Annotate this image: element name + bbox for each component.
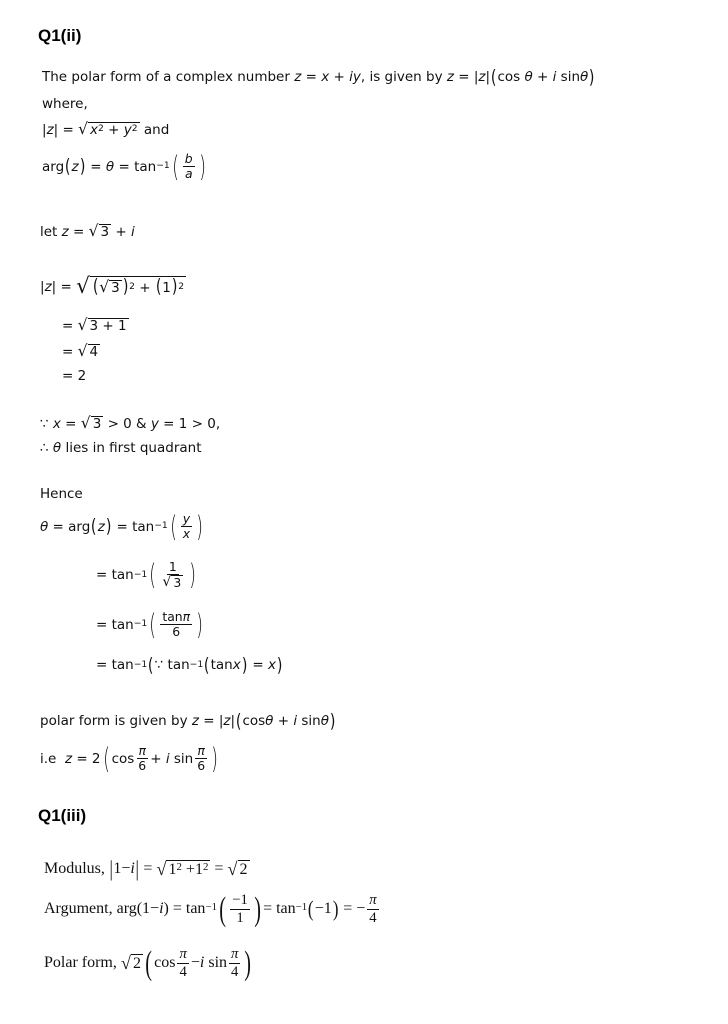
q1ii-heading: Q1(ii) — [38, 26, 82, 45]
since-condition: ∵ x = √ 3 > 0 & y = 1 > 0, — [40, 414, 221, 433]
q1iii-modulus: Modulus, | 1− i | = √ $1^2 +1^2$ = √ 2 — [44, 856, 248, 881]
modulus-step-2: = √ 3 + 1 — [62, 316, 127, 335]
q1iii-heading: Q1(iii) — [38, 806, 87, 825]
intro-line: The polar form of a complex number z = x + iy , is given by z = | z | ( cos θ + i sin θ ) — [42, 66, 595, 88]
q1iii-polar-form: Polar form, √ 2 ( cos $\frac{\pi}{4}$ − i sin $\frac{\pi}{4}$ ) — [44, 944, 252, 982]
where-label: where, — [42, 96, 88, 112]
theta-step-3: = $\tan^{-1}$ ( $\frac{\tan\pi}{6}$ ) — [96, 607, 204, 641]
theta-step-1: θ = arg ( z ) = $\tan^{-1}$ ( $\frac{y}{x}$ ) — [40, 509, 203, 543]
modulus-step-3: = √ 4 — [62, 342, 99, 361]
let-statement: let z = √ 3 + i — [40, 222, 135, 241]
quadrant-conclusion: ∴ θ lies in first quadrant — [40, 440, 202, 456]
modulus-step-1: | z | = √ ( √ 3 )$^2 + (1)^2$ — [40, 274, 185, 299]
polar-form-given: polar form is given by z = | z | ( cos θ + i sin θ ) — [40, 710, 336, 732]
q1iii-argument: Argument, arg(1− i ) = $\tan^{-1}$ ( $\frac{-1}{1}$ ) = $\tan^{-1}$ ( −1 ) = − $\frac{\pi}{4}$ — [44, 890, 377, 928]
modulus-step-4: = 2 — [62, 368, 87, 384]
polar-form-result: i.e z = 2 ( cos $\frac{\pi}{6}$ + i sin $\frac{\pi}{6}$ ) — [40, 741, 218, 775]
argument-definition: arg ( z ) = θ = $\tan^{-1}$ ( $\frac{b}{a}$ ) — [42, 149, 206, 183]
theta-step-4: = $\tan^{-1}$ ( ∵ $\tan^{-1}$ ( tan x ) = x ) — [96, 654, 283, 676]
hence-label: Hence — [40, 486, 83, 502]
modulus-definition: | z | = √ $x^2 + y^2$ and — [42, 120, 170, 139]
theta-step-2: = $\tan^{-1}$ ( 1 √ 3 ) — [96, 558, 197, 592]
